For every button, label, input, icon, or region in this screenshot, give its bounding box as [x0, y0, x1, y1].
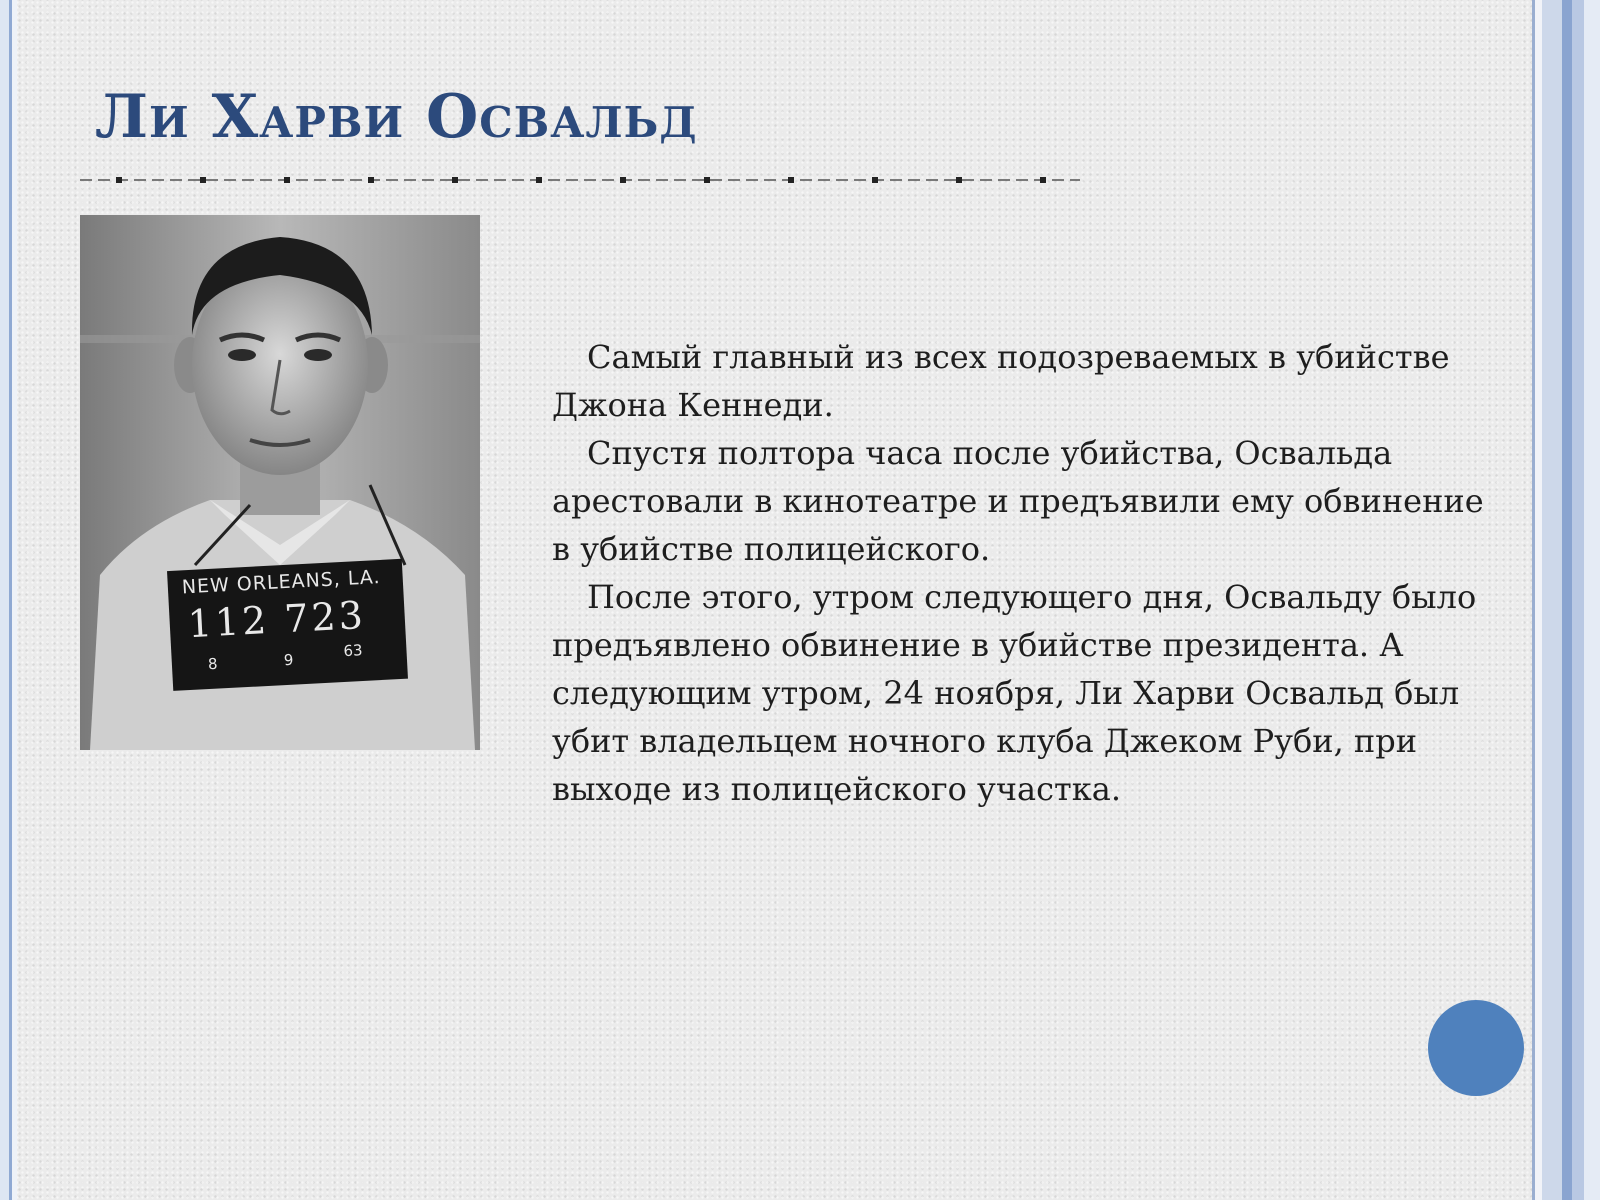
paragraph-2: Спустя полтора часа после убийства, Освальда арестовали в кинотеатре и предъявили ему обвинение в убийстве полицейского. [552, 434, 1484, 568]
sign-year: 63 [342, 641, 363, 661]
body-text [552, 333, 1492, 813]
sign-day: 9 [283, 650, 294, 670]
sign-month: 8 [207, 654, 218, 674]
mugshot-photo [80, 215, 480, 750]
right-border-decoration [1532, 0, 1600, 1200]
paragraph-3: После этого, утром следующего дня, Освальду было предъявлено обвинение в убийстве президента. А следующим утром, 24 ноября, Ли Харви Освальд был убит владельцем ночного клуба Джеком Руби, при выходе из полицейского участка. [552, 578, 1477, 808]
next-slide-button[interactable] [1428, 1000, 1524, 1096]
mugshot-sign [167, 559, 408, 691]
paragraph-1: Самый главный из всех подозреваемых в убийстве Джона Кеннеди. [552, 338, 1450, 424]
title-divider [80, 174, 1080, 186]
slide-title: Ли Харви Освальд [95, 82, 698, 152]
left-border-decoration [0, 0, 17, 1200]
sign-number: 112 723 [186, 592, 367, 647]
sign-city: NEW ORLEANS, LA. [181, 566, 382, 599]
